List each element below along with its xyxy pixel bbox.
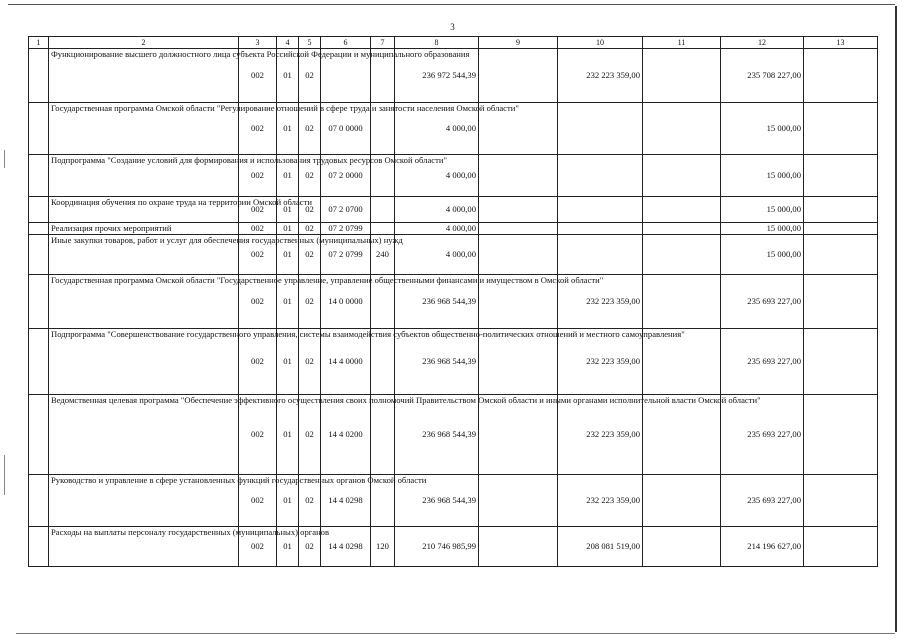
row-subsection-cell: 02 [299,475,321,527]
row-expense-type-cell [371,395,395,475]
row-col1-cell [29,329,49,395]
budget-table [28,36,878,567]
row-amount-col11-cell [643,223,721,235]
row-amount-col9-cell [479,49,558,103]
row-amount-col12-cell: 235 693 227,00 [721,275,804,329]
row-section-cell: 01 [277,395,299,475]
row-amount-col11-cell [643,395,721,475]
column-header: 8 [395,37,479,49]
row-section-cell: 01 [277,475,299,527]
column-header: 1 [29,37,49,49]
row-amount-col8-cell: 236 968 544,39 [395,395,479,475]
row-amount-col11-cell [643,475,721,527]
row-amount-col13-cell [804,527,878,567]
row-col1-cell [29,103,49,155]
row-name-cell: Подпрограмма "Создание условий для формирования и использования трудовых ресурсов Омской области" [49,155,239,197]
row-amount-col9-cell [479,395,558,475]
row-expense-type-cell [371,223,395,235]
row-section-cell: 01 [277,49,299,103]
row-amount-col10-cell: 232 223 359,00 [558,395,643,475]
row-name-cell: Функционирование высшего должностного лица субъекта Российской Федерации и муниципального образования [49,49,239,103]
row-amount-col13-cell [804,395,878,475]
row-col1-cell [29,475,49,527]
row-section-cell: 01 [277,155,299,197]
row-amount-col9-cell [479,155,558,197]
row-expense-type-cell: 120 [371,527,395,567]
row-amount-col8-cell: 4 000,00 [395,223,479,235]
row-subsection-cell: 02 [299,155,321,197]
row-col1-cell [29,197,49,223]
row-ministry-code-cell: 002 [239,275,277,329]
row-ministry-code-cell: 002 [239,395,277,475]
row-amount-col11-cell [643,275,721,329]
page-edge-right [895,6,897,632]
column-header: 6 [321,37,371,49]
row-ministry-code-cell: 002 [239,223,277,235]
row-section-cell: 01 [277,103,299,155]
row-subsection-cell: 02 [299,235,321,275]
row-amount-col10-cell: 208 081 519,00 [558,527,643,567]
row-ministry-code-cell: 002 [239,235,277,275]
row-subsection-cell: 02 [299,103,321,155]
row-amount-col10-cell [558,155,643,197]
row-target-article-cell: 14 4 0298 [321,527,371,567]
row-amount-col13-cell [804,155,878,197]
row-amount-col8-cell: 4 000,00 [395,197,479,223]
row-ministry-code-cell: 002 [239,103,277,155]
row-ministry-code-cell: 002 [239,197,277,223]
row-target-article-cell: 07 2 0799 [321,223,371,235]
table-body [29,49,878,567]
row-target-article-cell: 14 0 0000 [321,275,371,329]
row-name-cell: Расходы на выплаты персоналу государственных (муниципальных) органов [49,527,239,567]
scan-mark [4,455,5,495]
row-subsection-cell: 02 [299,223,321,235]
row-expense-type-cell [371,197,395,223]
row-amount-col8-cell: 236 968 544,39 [395,275,479,329]
row-amount-col12-cell: 214 196 627,00 [721,527,804,567]
table-row [29,527,878,567]
row-ministry-code-cell: 002 [239,475,277,527]
row-name-cell: Реализация прочих мероприятий [49,223,239,235]
table-row [29,235,878,275]
row-amount-col8-cell: 236 968 544,39 [395,329,479,395]
row-ministry-code-cell: 002 [239,49,277,103]
row-name-cell: Подпрограмма "Совершенствование государственного управления, системы взаимодействия субъектов общественно-политических отношений и местного самоуправления" [49,329,239,395]
page-edge-top [8,4,895,5]
row-section-cell: 01 [277,329,299,395]
row-amount-col13-cell [804,103,878,155]
row-name-cell: Иные закупки товаров, работ и услуг для обеспечения государственных (муниципальных) нужд [49,235,239,275]
row-section-cell: 01 [277,527,299,567]
row-amount-col12-cell: 15 000,00 [721,155,804,197]
row-amount-col12-cell: 235 693 227,00 [721,329,804,395]
row-amount-col10-cell: 232 223 359,00 [558,475,643,527]
table-row [29,103,878,155]
row-target-article-cell: 07 0 0000 [321,103,371,155]
row-amount-col11-cell [643,235,721,275]
row-amount-col13-cell [804,475,878,527]
row-amount-col13-cell [804,197,878,223]
row-amount-col12-cell: 15 000,00 [721,235,804,275]
row-amount-col9-cell [479,223,558,235]
row-amount-col8-cell: 4 000,00 [395,155,479,197]
row-col1-cell [29,527,49,567]
row-amount-col11-cell [643,197,721,223]
scan-mark [4,150,5,168]
row-amount-col10-cell [558,197,643,223]
row-amount-col12-cell: 15 000,00 [721,103,804,155]
column-header: 10 [558,37,643,49]
row-amount-col13-cell [804,235,878,275]
row-amount-col8-cell: 236 968 544,39 [395,475,479,527]
table-row [29,197,878,223]
row-amount-col12-cell: 235 708 227,00 [721,49,804,103]
row-subsection-cell: 02 [299,527,321,567]
row-amount-col12-cell: 15 000,00 [721,197,804,223]
row-amount-col12-cell: 15 000,00 [721,223,804,235]
row-amount-col10-cell: 232 223 359,00 [558,329,643,395]
column-header: 4 [277,37,299,49]
row-target-article-cell: 07 2 0700 [321,197,371,223]
row-col1-cell [29,155,49,197]
row-amount-col9-cell [479,475,558,527]
row-amount-col10-cell [558,235,643,275]
row-amount-col8-cell: 236 972 544,39 [395,49,479,103]
row-amount-col10-cell [558,103,643,155]
row-subsection-cell: 02 [299,197,321,223]
row-amount-col11-cell [643,155,721,197]
row-name-cell: Государственная программа Омской области "Регулирование отношений в сфере труда и занятости населения Омской области" [49,103,239,155]
row-amount-col8-cell: 210 746 985,99 [395,527,479,567]
row-amount-col11-cell [643,527,721,567]
row-col1-cell [29,49,49,103]
row-amount-col9-cell [479,235,558,275]
column-header: 5 [299,37,321,49]
row-section-cell: 01 [277,235,299,275]
row-target-article-cell: 14 4 0000 [321,329,371,395]
row-section-cell: 01 [277,197,299,223]
column-number-row [29,37,878,49]
row-amount-col8-cell: 4 000,00 [395,235,479,275]
row-name-cell: Ведомственная целевая программа "Обеспечение эффективного осуществления своих полномочий Правительством Омской области и иными органами исполнительной власти Омской области" [49,395,239,475]
row-amount-col13-cell [804,329,878,395]
column-header: 11 [643,37,721,49]
table-row [29,395,878,475]
row-subsection-cell: 02 [299,329,321,395]
table-row [29,329,878,395]
row-col1-cell [29,275,49,329]
row-name-cell: Государственная программа Омской области "Государственное управление, управление общественными финансами и имуществом в Омской области" [49,275,239,329]
row-amount-col8-cell: 4 000,00 [395,103,479,155]
row-target-article-cell: 14 4 0200 [321,395,371,475]
row-col1-cell [29,395,49,475]
table-row [29,223,878,235]
row-name-cell: Руководство и управление в сфере установленных функций государственных органов Омской области [49,475,239,527]
row-subsection-cell: 02 [299,49,321,103]
row-amount-col12-cell: 235 693 227,00 [721,475,804,527]
row-amount-col13-cell [804,223,878,235]
column-header: 13 [804,37,878,49]
table-row [29,155,878,197]
row-amount-col10-cell [558,223,643,235]
table-row [29,275,878,329]
column-header: 9 [479,37,558,49]
table-row [29,49,878,103]
row-ministry-code-cell: 002 [239,527,277,567]
row-expense-type-cell: 240 [371,235,395,275]
column-header: 12 [721,37,804,49]
row-amount-col13-cell [804,49,878,103]
row-target-article-cell: 07 2 0000 [321,155,371,197]
row-name-cell: Координация обучения по охране труда на территории Омской области [49,197,239,223]
row-amount-col10-cell: 232 223 359,00 [558,275,643,329]
row-amount-col9-cell [479,197,558,223]
row-ministry-code-cell: 002 [239,155,277,197]
column-header: 3 [239,37,277,49]
row-amount-col13-cell [804,275,878,329]
row-amount-col12-cell: 235 693 227,00 [721,395,804,475]
row-target-article-cell: 07 2 0799 [321,235,371,275]
row-amount-col11-cell [643,49,721,103]
row-amount-col11-cell [643,103,721,155]
row-col1-cell [29,223,49,235]
column-header: 7 [371,37,395,49]
row-section-cell: 01 [277,275,299,329]
row-amount-col9-cell [479,527,558,567]
column-header: 2 [49,37,239,49]
page-edge-bottom [16,633,895,634]
row-subsection-cell: 02 [299,395,321,475]
row-subsection-cell: 02 [299,275,321,329]
row-section-cell: 01 [277,223,299,235]
row-target-article-cell: 14 4 0298 [321,475,371,527]
table-row [29,475,878,527]
row-ministry-code-cell: 002 [239,329,277,395]
row-col1-cell [29,235,49,275]
page-number: 3 [450,22,455,32]
row-amount-col10-cell: 232 223 359,00 [558,49,643,103]
